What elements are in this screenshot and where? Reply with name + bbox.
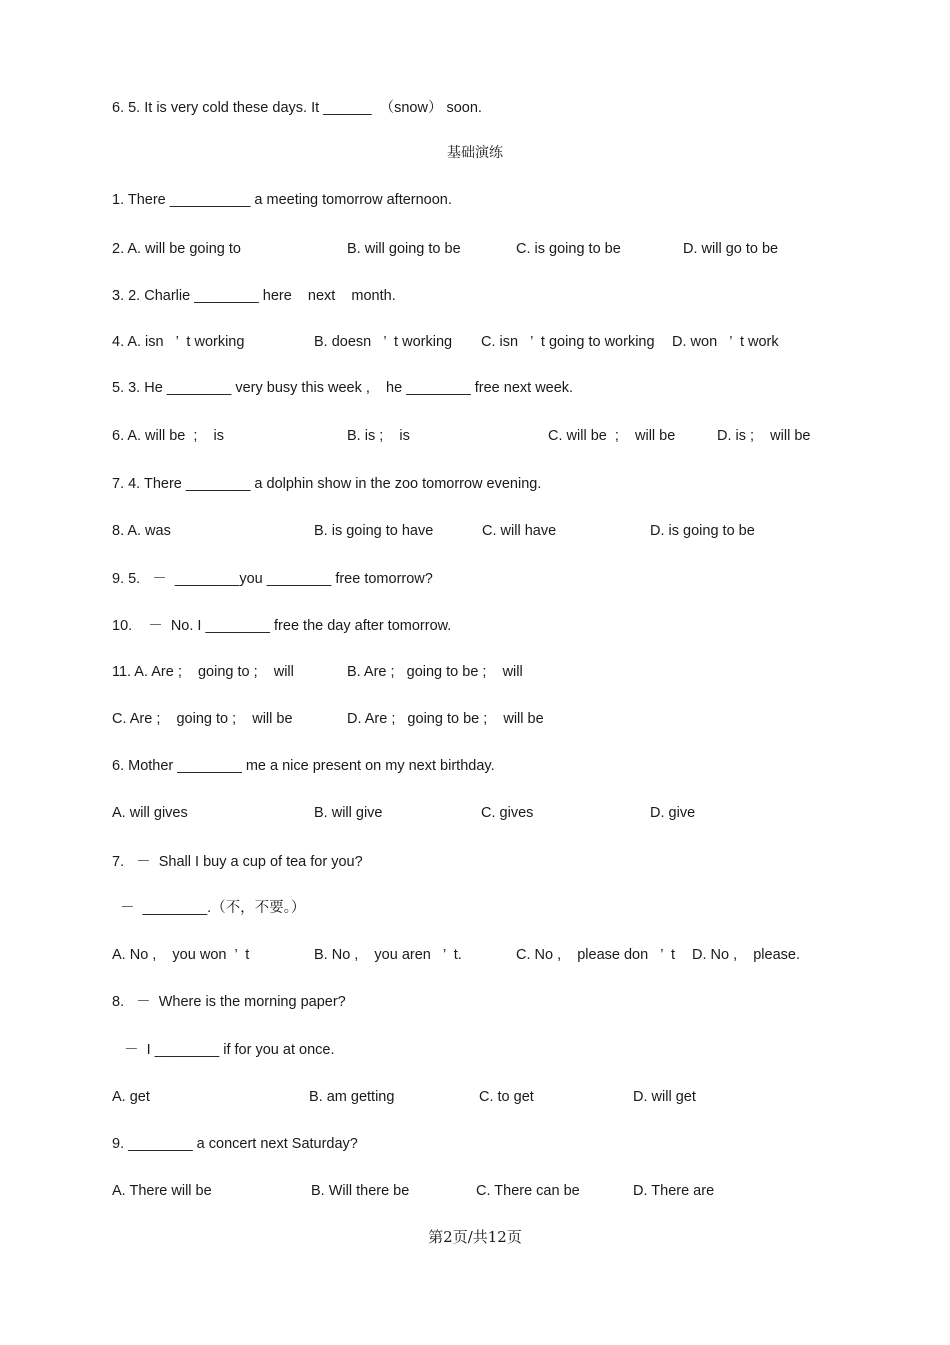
option-c: C. to get [479,1089,534,1105]
option-c: C. There can be [476,1183,580,1199]
option-d: D. Are ; going to be ; will be [347,711,544,727]
option-a: A. No , you won ’ t [112,947,250,963]
question-line [0,190,452,210]
question-line [0,616,452,636]
question-text: 5. 3. He ________ very busy this week , he ________ free next week. [112,380,574,396]
option-c: C. No , please don ’ t [516,947,676,963]
option-a: 2. A. will be going to [112,241,241,257]
option-c: C. isn ’ t going to working [481,334,655,350]
option-a: 4. A. isn ’ t working [112,334,245,350]
question-line [0,378,574,398]
option-b: B. No , you aren ’ t. [314,947,462,963]
options-line [0,426,811,446]
option-d: D. is going to be [650,523,755,539]
option-a: 6. A. will be ; is [112,428,225,444]
question-line [0,1134,358,1154]
question-text: 6. 5. It is very cold these days. It ______ （snow） soon. [112,100,482,116]
question-text: 3. 2. Charlie ________ here next month. [112,288,396,304]
option-b: B. will going to be [347,241,461,257]
question-text: 10. － No. I ________ free the day after tomorrow. [112,618,452,634]
option-c: C. gives [481,805,534,821]
question-line [0,98,482,118]
options-line [0,662,523,682]
options-line [0,332,779,352]
question-text: 9. 5. － ________you ________ free tomorrow? [112,571,433,587]
question-line [0,852,363,872]
question-line [0,286,396,306]
option-d: D. will get [633,1089,696,1105]
options-line [0,709,544,729]
question-text: 1. There __________ a meeting tomorrow afternoon. [112,192,452,208]
option-b: B. is ; is [347,428,410,444]
option-b: B. doesn ’ t working [314,334,453,350]
options-line [0,1181,715,1201]
question-text: 7. 4. There ________ a dolphin show in the zoo tomorrow evening. [112,476,542,492]
page-footer: 第2页/共12页 [428,1228,522,1246]
question-line [0,992,346,1012]
question-line [0,756,495,776]
options-line [0,945,800,965]
option-b: B. Will there be [311,1183,410,1199]
question-line [0,569,433,589]
options-line [0,803,696,823]
option-d: D. give [650,805,696,821]
option-a: 8. A. was [112,523,171,539]
option-b: B. Are ; going to be ; will [347,664,523,680]
option-d: D. is ; will be [717,428,811,444]
option-c: C. will have [482,523,557,539]
option-a: 11. A. Are ; going to ; will [112,664,294,680]
option-d: D. will go to be [683,241,779,257]
question-text: 9. ________ a concert next Saturday? [112,1136,358,1152]
question-line [0,1040,335,1060]
options-line [0,1087,696,1107]
option-a: A. There will be [112,1183,212,1199]
option-a: A. will gives [112,805,188,821]
options-line [0,521,755,541]
option-d: D. won ’ t work [672,334,779,350]
option-c: C. will be ; will be [548,428,676,444]
option-a: A. get [112,1089,150,1105]
option-d: D. No , please. [692,947,800,963]
section-title: 基础演练 [447,145,503,161]
options-line [0,239,779,259]
question-text: 7. － Shall I buy a cup of tea for you? [112,854,363,870]
option-c: C. Are ; going to ; will be [112,711,293,727]
option-b: B. will give [314,805,383,821]
question-text: － I ________ if for you at once. [112,1042,335,1058]
question-text: 8. － Where is the morning paper? [112,994,346,1010]
question-line [0,474,542,494]
question-line [0,898,306,918]
question-text: － ________.（不，不要。） [112,900,306,916]
option-b: B. is going to have [314,523,434,539]
option-b: B. am getting [309,1089,395,1105]
option-c: C. is going to be [516,241,621,257]
question-text: 6. Mother ________ me a nice present on my next birthday. [112,758,495,774]
option-d: D. There are [633,1183,715,1199]
